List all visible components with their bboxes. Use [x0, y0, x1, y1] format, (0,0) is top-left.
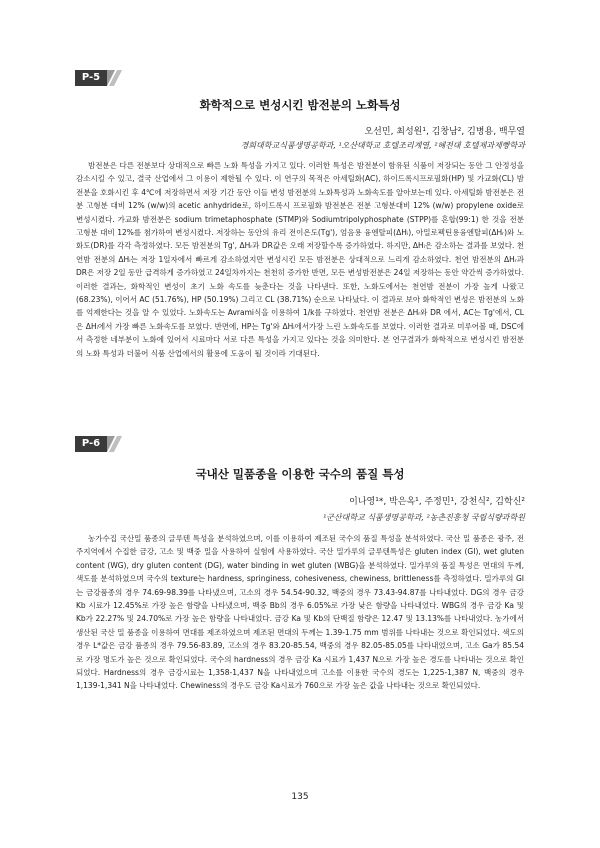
paper-affiliation: ¹군산대학교 식품생명공학과, ²농촌진흥청 국립식량과학원	[322, 513, 525, 522]
page-number: 135	[291, 792, 309, 802]
paper-abstract: 밤전분은 다른 전분보다 상대적으로 빠른 노화 특성을 가지고 있다. 이러한 특성은 밤전분이 함유된 식품이 저장되는 동안 그 안정성을 감소시킬 수 있고, 결국 산업에서 그 이용이 제한될 수 있다. 이 연구의 목적은 아세틸화(AC), 하이드록시프로필화(HP) 및 가교화(CL) 밤전분을 호화시킨 후 4℃에 저장하면서 저장 기간 동안 이들 변성 밤전분의 노화특성과 노화속도를 알아보는데 있다. 아세틸화 밤전분은 전분 고형분 대비 12% (w/w)의 acetic anhydride로, 하이드록시 프로필화 밤전분은 전분 고형분대비 12% (w/w) propylene oxide로 변성시켰다. 가교화 밤전분은 sodium trimetaphosphate (STMP)와 Sodiumtripolyphosphate (STPP)를 혼합(99:1) 한 것을 전분 고형분 대비 12%를 첨가하여 변성시켰다. 저장하는 동안의 유리 전이온도(Tg'), 엄음용 융엔탈피(ΔHᵢ), 아밀로펙틴용융엔탈피(ΔHᵣ)와 노화도(DR)를 각각 측정하였다. 모든 밤전분의 Tg', ΔHᵣ과 DR값은 오래 저장할수록 증가하였다. 하지만, ΔHᵢ은 감소하는 결과를 보였다. 천연밤 전분의 ΔHᵢ는 저장 1일자에서 빠르게 감소하였지만 변성시킨 모든 밤전분은 상대적으로 느리게 감소하였다. 천연 밤전분의 ΔHᵣ과 DR은 저장 2일 동안 급격하게 증가하였고 24일차까지는 천천히 증가한 반면, 모든 변성밤전분은 24일 저장하는 동안 약간씩 증가하였다. 이러한 결과는, 화학적인 변성이 초기 노화 속도를 늦춘다는 것을 나타낸다. 또한, 노화도에서는 천연밤 전분이 가장 높게 나왔고(68.23%), 이어서 AC (51.76%), HP (50.19%) 그리고 CL (38.71%) 순으로 나타났다. 이 결과로 보아 화학적인 변성은 밤전분의 노화를 억제한다는 것을 알 수 있었다. 노화속도는 Avrami식을 이용하여 1/k를 구하였다. 천연밤 전분은 ΔHᵣ와 DR 에서, AC는 Tg'에서, CL은 ΔHᵢ에서 가장 빠른 노화속도를 보였다. 반면에, HP는 Tg'와 ΔHᵢ에서가장 느린 노화속도를 보였다. 이러한 결과로 미루어볼 때, DSC에서 측정한 네부분이 노화에 있어서 시료마다 서로 다른 특성을 가지고 있다는 것을 의미한다. 본 연구결과가 화학적으로 변성시킨 밤전분의 노화 특성과 더불어 식품 산업에서의 활용에 도움이 될 것이라 기대된다.	[76, 161, 524, 358]
section-tag-label: P-6	[75, 436, 107, 452]
paper-authors: 오선민, 최성원¹, 김창남², 김병용, 백무열	[364, 127, 525, 137]
paper-title: 화학적으로 변성시킨 밤전분의 노화특성	[199, 98, 401, 112]
paper-authors: 이나영¹*, 박은옥¹, 주정민¹, 강천식², 김학신²	[349, 497, 525, 507]
paper-title: 국내산 밀품종을 이용한 국수의 품질 특성	[195, 467, 405, 481]
section-tag-p6	[75, 436, 115, 452]
paper-affiliation: 경희대학교식품생명공학과, ¹오산대학교 호텔조리계열, ²혜전대 호텔제과제빵학과	[240, 141, 525, 150]
section-tag-p5	[75, 70, 115, 86]
paper-abstract: 농가수집 국산밀 품종의 글루텐 특성을 분석하였으며, 이를 이용하여 제조된 국수의 품질 특성을 분석하였다. 국산 밀 품종은 광주, 전주지역에서 수집한 금강, 고소 및 백중 밀을 사용하여 실험에 사용하였다. 국산 밀가루의 글루텐특성은 gluten index (GI), wet gluten content (WG), dry gluten content (DG), water binding in wet gluten (WBG)을 분석하였다. 밀가루의 품질 특성은 면대의 두께, 색도를 분석하였으며 국수의 texture는 hardness, springiness, cohesiveness, chewiness, brittleness를 측정하였다. 밀가루의 GI는 금강품종의 경우 74.69-98.39를 나타냈으며, 고소의 경우 54.54-90.32, 백중의 경우 73.43-94.87를 나타내었다. DG의 경우 금강 Kb 시료가 12.45%로 가장 높은 함량을 나타냈으며, 백중 Bb의 경우 6.05%로 가장 낮은 함량을 나타내었다. WBG의 경우 금강 Ka 및 Kb가 22.27% 및 24.70%로 가장 높은 함량을 나타내었다. 금강 Ka 및 Kb의 단백질 함량은 12.47 및 13.13%를 나타내었다. 농가에서 생산된 국산 밀 품종을 이용하여 면대를 제조하였으며 제조된 면대의 두께는 1.39-1.75 mm 범위를 나타내는 것으로 확인되었다. 색도의 경우 L*값은 금강 품종의 경우 79.56-83.89, 고소의 경우 83.20-85.54, 백중의 경우 82.05-85.05를 나타내었으며, 고소 Ga가 85.54로 가장 명도가 높은 것으로 확인되었다. 국수의 hardness의 경우 금강 Ka 시료가 1,437 N으로 가장 높은 경도를 나타내는 것으로 확인되었다. Hardness의 경우 금강시료는 1,358-1,437 N을 나타내었으며 고소를 이용한 국수의 경도는 1,225-1,387 N, 백중의 경우 1,139-1,341 N을 나타내었다. Chewiness의 경우도 금강 Ka시료가 760으로 가장 높은 값을 나타내는 것으로 확인되었다.	[76, 534, 524, 691]
section-tag-label: P-5	[75, 70, 107, 86]
